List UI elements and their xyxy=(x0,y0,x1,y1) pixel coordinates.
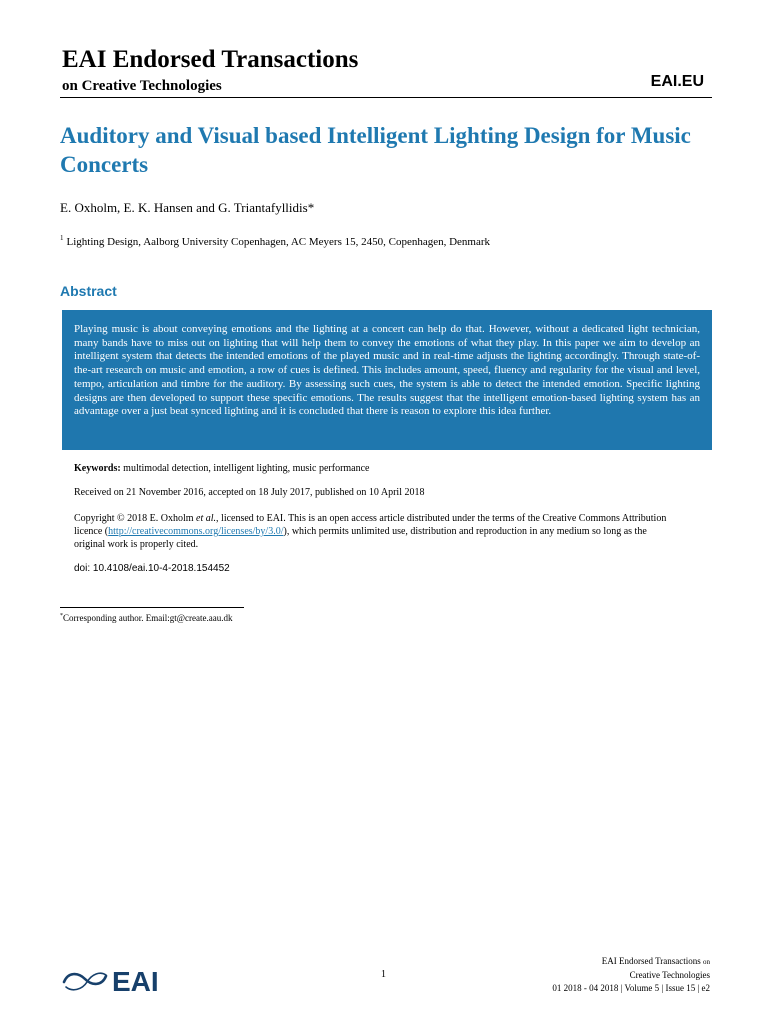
copyright-text-2: , licensed to EAI. This is an open access article distributed under the terms of the Creative Commons Attribution licence ( xyxy=(74,513,667,537)
author-list: E. Oxholm, E. K. Hansen and G. Triantafyllidis* xyxy=(60,200,315,215)
paper-title: Auditory and Visual based Intelligent Lighting Design for Music Concerts xyxy=(60,123,691,177)
affiliation-marker: 1 xyxy=(60,234,64,242)
footnote-marker: * xyxy=(60,613,63,619)
footer-issue-info: 01 2018 - 04 2018 | Volume 5 | Issue 15 | e2 xyxy=(552,983,710,993)
page-number: 1 xyxy=(381,969,386,980)
infinity-swirl-icon xyxy=(64,973,106,989)
keywords-label: Keywords: xyxy=(74,463,121,474)
abstract-box xyxy=(62,310,712,450)
copyright-etal: et al. xyxy=(196,513,217,524)
header-divider xyxy=(60,97,712,98)
abstract-heading: Abstract xyxy=(60,283,117,299)
logo-text: EAI xyxy=(112,966,159,996)
publication-dates: Received on 21 November 2016, accepted on 18 July 2017, published on 10 April 2018 xyxy=(74,487,425,498)
doi: doi: 10.4108/eai.10-4-2018.154452 xyxy=(74,563,230,574)
keywords-text: multimodal detection, intelligent lighting, music performance xyxy=(123,463,370,474)
footer-journal-info xyxy=(552,955,710,995)
journal-title: EAI Endorsed Transactions xyxy=(62,46,359,73)
copyright-text-3: ), which permits unlimited use, distribution and reproduction in any medium so long as the original work is properly cited. xyxy=(74,526,647,550)
affiliation-text: Lighting Design, Aalborg University Copenhagen, AC Meyers 15, 2450, Copenhagen, Denmark xyxy=(66,236,491,248)
footnote-divider xyxy=(60,607,244,608)
journal-subtitle: on Creative Technologies xyxy=(62,78,222,94)
footer-journal-on: on xyxy=(703,958,710,966)
footnote xyxy=(60,613,233,623)
copyright-notice xyxy=(74,512,674,551)
affiliation xyxy=(60,234,490,248)
footer-journal-name: EAI Endorsed Transactions xyxy=(601,956,703,966)
license-link[interactable]: http://creativecommons.org/licenses/by/3.0/ xyxy=(108,526,284,537)
eai-logo xyxy=(60,962,172,996)
keywords-line xyxy=(74,462,370,475)
copyright-text-1: Copyright © 2018 E. Oxholm xyxy=(74,513,197,524)
abstract-text: Playing music is about conveying emotions and the lighting at a concert can help do that. However, without a dedicated light technician, many bands have to miss out on lighting that will help them to convey the emotions of what they play. In this paper we aim to develop an intelligent system that detects the intended emotions of the played music and in real-time adjusts the lighting accordingly. Through state-of-the-art research on music and emotion, a row of cues is defined. This includes amount, speed, fluency and regularity for the visual and level, tempo, articulation and timbre for the auditory. By assessing such cues, the system is able to detect the intended emotion. Specific lighting designs are then developed to support these specific emotions. The results suggest that the intelligent emotion-based lighting system has an advantage over a just beat synced lighting and it is concluded that there is reason to explore this idea further. xyxy=(74,323,700,418)
footnote-text: Corresponding author. Email:gt@create.aau.dk xyxy=(63,613,233,623)
site-label: EAI.EU xyxy=(650,73,704,90)
footer-journal-subtitle: Creative Technologies xyxy=(629,970,710,980)
